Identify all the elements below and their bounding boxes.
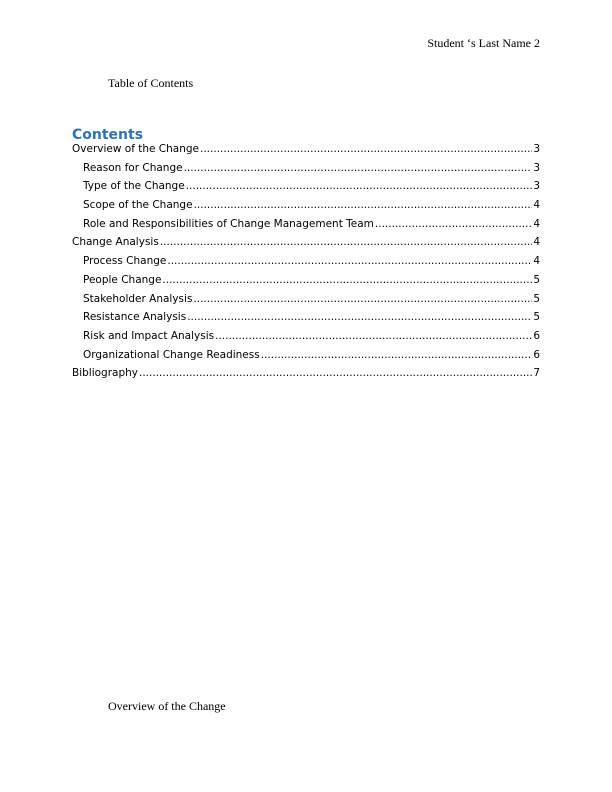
toc-entry[interactable]: [72, 162, 540, 181]
toc-dot-leader: [261, 349, 533, 361]
section-heading: Overview of the Change: [108, 699, 226, 713]
toc-label: Table of Contents: [108, 76, 194, 90]
toc-entry-title: Resistance Analysis: [83, 311, 187, 324]
toc-entry-page: 7: [533, 367, 540, 380]
toc-dot-leader: [167, 255, 532, 267]
toc-dot-leader: [139, 367, 532, 379]
toc-entry-title: Organizational Change Readiness: [83, 348, 260, 361]
toc-entry-title: Type of the Change: [83, 180, 185, 193]
toc-dot-leader: [162, 274, 532, 286]
contents-heading: Contents: [72, 127, 144, 143]
toc-entry-page: 3: [533, 180, 540, 193]
toc-entry-title: Change Analysis: [72, 236, 159, 249]
toc-entry[interactable]: [72, 311, 540, 330]
toc-entry[interactable]: [72, 143, 540, 162]
toc-dot-leader: [215, 330, 532, 342]
toc-entry[interactable]: [72, 218, 540, 237]
toc-entry[interactable]: [72, 255, 540, 274]
toc-entry-page: 4: [533, 236, 540, 249]
toc-entry-title: Process Change: [83, 255, 167, 268]
toc-entry-page: 4: [533, 217, 540, 230]
toc-entry[interactable]: [72, 199, 540, 218]
toc-entry-title: Overview of the Change: [72, 143, 199, 155]
toc-entry-title: Bibliography: [72, 367, 138, 380]
toc-entry[interactable]: [72, 293, 540, 312]
toc-dot-leader: [375, 218, 532, 230]
toc-list: [72, 143, 540, 386]
toc-dot-leader: [186, 180, 533, 192]
toc-entry-page: 3: [533, 161, 540, 174]
toc-entry[interactable]: [72, 349, 540, 368]
toc-dot-leader: [160, 236, 533, 248]
toc-entry-title: Scope of the Change: [83, 199, 193, 212]
toc-dot-leader: [184, 162, 533, 174]
toc-entry-page: 4: [533, 199, 540, 212]
toc-entry[interactable]: [72, 180, 540, 199]
toc-entry-page: 6: [533, 329, 540, 342]
toc-entry-title: Role and Responsibilities of Change Management Team: [83, 217, 374, 230]
toc-entry-title: People Change: [83, 273, 162, 286]
toc-dot-leader: [193, 293, 532, 305]
toc-entry-page: 5: [533, 292, 540, 305]
toc-entry[interactable]: [72, 367, 540, 386]
toc-entry-page: 3: [533, 143, 540, 155]
toc-entry[interactable]: [72, 330, 540, 349]
toc-entry-title: Stakeholder Analysis: [83, 292, 193, 305]
running-head: Student ‘s Last Name 2: [427, 36, 540, 50]
toc-dot-leader: [200, 143, 532, 155]
toc-entry-page: 5: [533, 273, 540, 286]
toc-entry-page: 6: [533, 348, 540, 361]
toc-entry[interactable]: [72, 274, 540, 293]
toc-entry-title: Reason for Change: [83, 161, 183, 174]
toc-entry-title: Risk and Impact Analysis: [83, 329, 215, 342]
toc-entry-page: 5: [533, 311, 540, 324]
toc-entry[interactable]: [72, 236, 540, 255]
toc-entry-page: 4: [533, 255, 540, 268]
toc-dot-leader: [187, 311, 532, 323]
toc-dot-leader: [194, 199, 533, 211]
